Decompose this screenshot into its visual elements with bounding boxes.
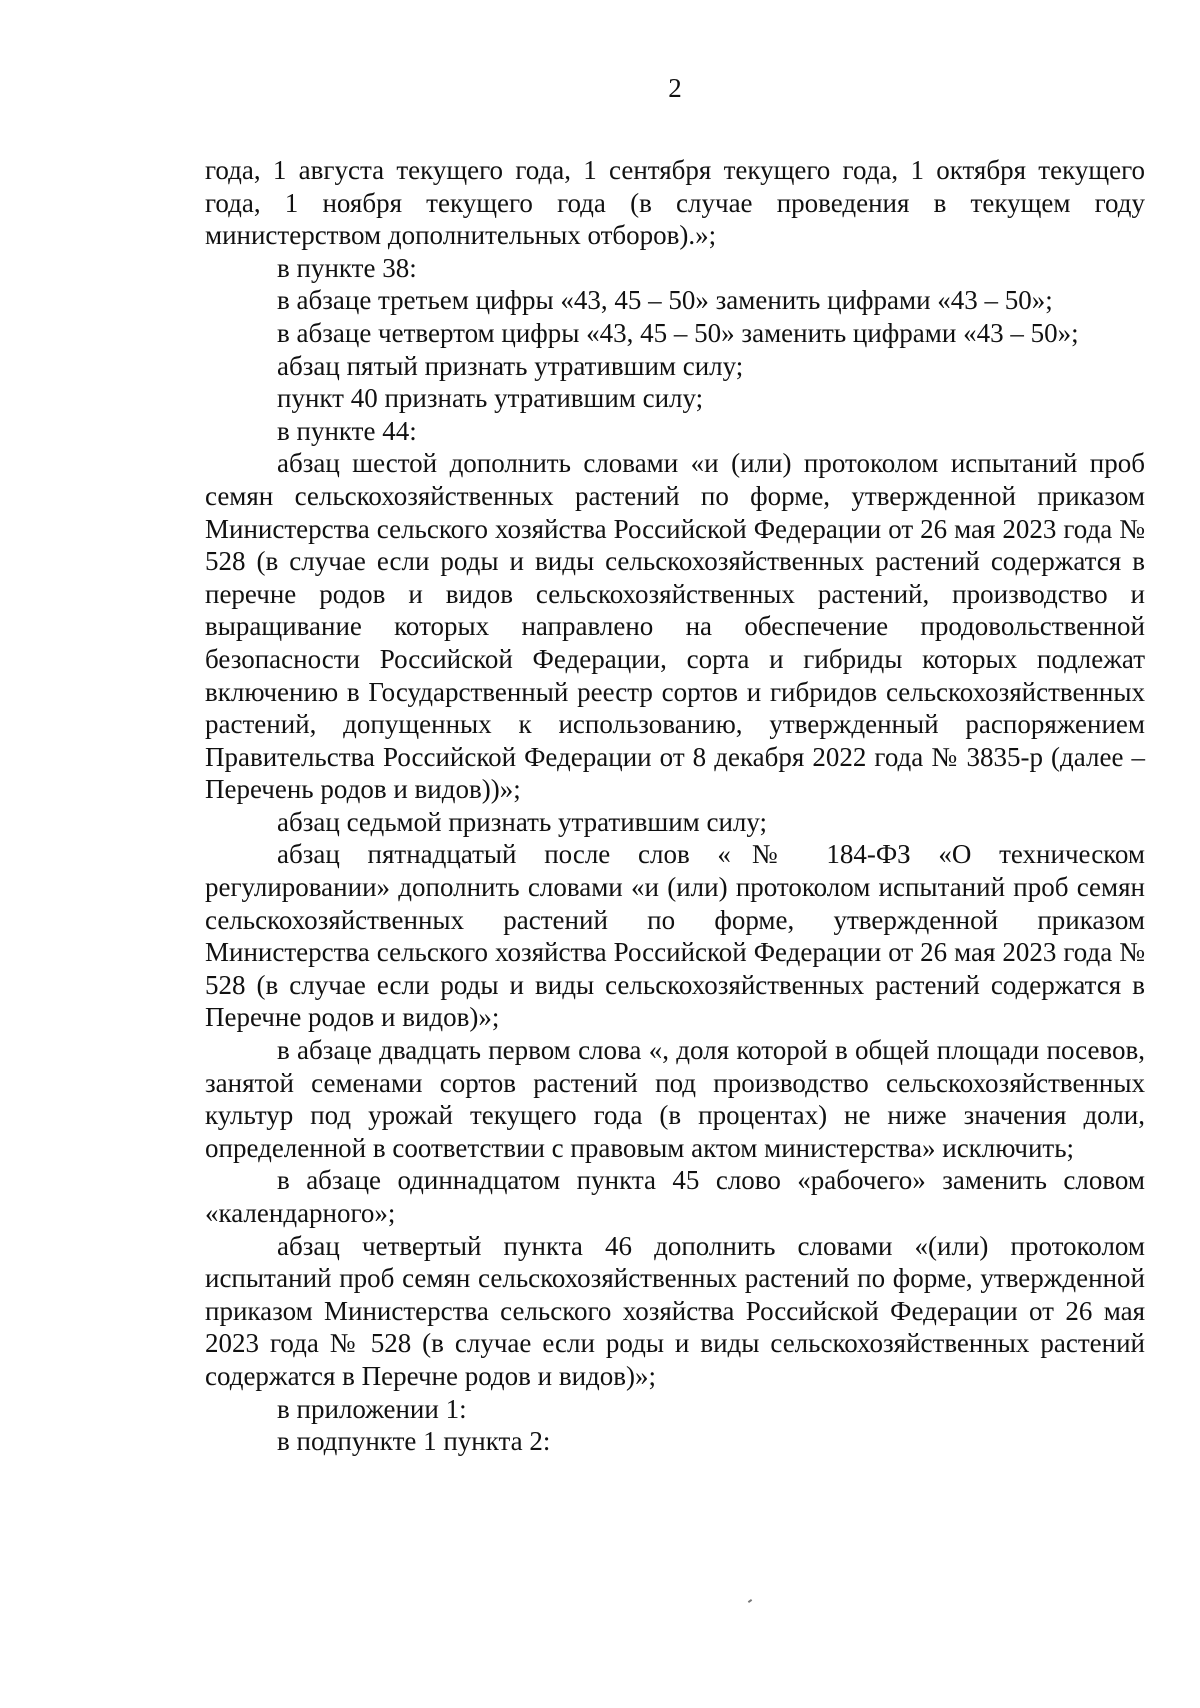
paragraph: года, 1 августа текущего года, 1 сентября текущего года, 1 октября текущего года, 1 ноября текущего года (в случае проведения в текущем году министерством дополнительных отборов).»; [205, 155, 1145, 251]
paragraph: в подпункте 1 пункта 2: [277, 1426, 551, 1457]
paragraph: в абзаце третьем цифры «43, 45 – 50» заменить цифрами «43 – 50»; [277, 285, 1053, 316]
paragraph: в пункте 44: [277, 415, 417, 446]
paragraph: в абзаце четвертом цифры «43, 45 – 50» заменить цифрами «43 – 50»; [277, 317, 1079, 348]
document-body [205, 154, 1145, 1458]
paragraph: абзац пятый признать утратившим силу; [277, 350, 744, 381]
scan-speck [748, 1599, 752, 1603]
paragraph: пункт 40 признать утратившим силу; [277, 383, 704, 414]
paragraph: абзац пятнадцатый после слов «№ 184-ФЗ «О техническом регулировании» дополнить словами «и (или) протоколом испытаний проб семян сельскохозяйственных растений по форме, утвержденной приказом Министерства сельского хозяйства Российской Федерации от 26 мая 2023 года № 528 (в случае если роды и виды сельскохозяйственных растений содержатся в Перечне родов и видов)»; [205, 839, 1145, 1033]
paragraph: в абзаце одиннадцатом пункта 45 слово «рабочего» заменить словом «календарного»; [205, 1165, 1145, 1228]
paragraph: в приложении 1: [277, 1393, 467, 1424]
paragraph: в пункте 38: [277, 252, 417, 283]
paragraph: абзац четвертый пункта 46 дополнить словами «(или) протоколом испытаний проб семян сельскохозяйственных растений по форме, утвержденной приказом Министерства сельского хозяйства Российской Федерации от 26 мая 2023 года № 528 (в случае если роды и виды сельскохозяйственных растений содержатся в Перечне родов и видов)»; [205, 1230, 1145, 1391]
paragraph: абзац шестой дополнить словами «и (или) протоколом испытаний проб семян сельскохозяйственных растений по форме, утвержденной приказом Министерства сельского хозяйства Российской Федерации от 26 мая 2023 года № 528 (в случае если роды и виды сельскохозяйственных растений содержатся в перечне родов и видов сельскохозяйственных растений, производство и выращивание которых направлено на обеспечение продовольственной безопасности Российской Федерации, сорта и гибриды которых подлежат включению в Государственный реестр сортов и гибридов сельскохозяйственных растений, допущенных к использованию, утвержденный распоряжением Правительства Российской Федерации от 8 декабря 2022 года № 3835-р (далее – Перечень родов и видов))»; [205, 448, 1145, 805]
paragraph: абзац седьмой признать утратившим силу; [277, 806, 768, 837]
paragraph: в абзаце двадцать первом слова «, доля которой в общей площади посевов, занятой семенами сортов растений под производство сельскохозяйственных культур под урожай текущего года (в процентах) не ниже значения доли, определенной в соответствии с правовым актом министерства» исключить; [205, 1035, 1145, 1163]
page-number: 2 [668, 73, 682, 103]
